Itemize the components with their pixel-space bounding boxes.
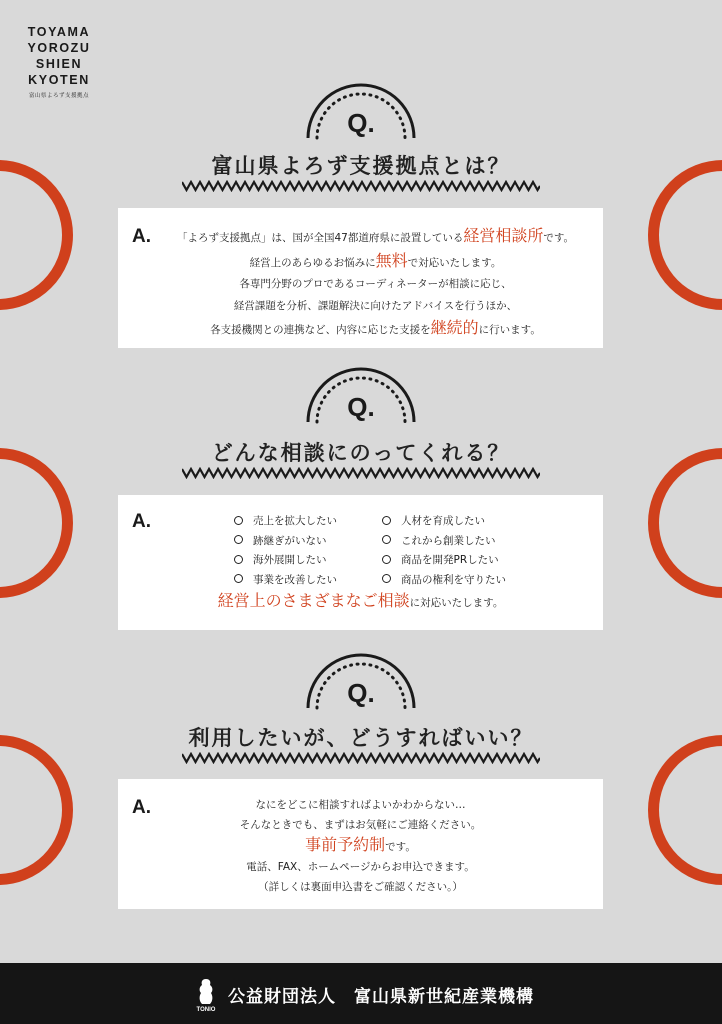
highlight-keyword: 継続的	[430, 318, 479, 337]
option-item: 海外展開したい	[234, 552, 382, 570]
circle-bullet-icon	[382, 535, 391, 544]
logo-text: TONIO	[196, 1007, 216, 1013]
q-badge-2	[302, 364, 420, 426]
brand-line-1: TOYAMA	[27, 25, 91, 39]
q-letter-2: Q.	[347, 392, 375, 422]
a-mark-3: A.	[132, 797, 151, 818]
answer-card-2	[118, 495, 603, 630]
organization-name: 公益財団法人 富山県新世紀産業機構	[228, 987, 534, 1007]
question-title-1: 富山県よろず支援拠点とは？	[211, 154, 511, 178]
circle-bullet-icon	[234, 555, 243, 564]
a-mark-1: A.	[132, 226, 151, 247]
question-title-3: 利用したいが、どうすればいい？	[188, 726, 534, 750]
zigzag-divider-2	[182, 467, 540, 479]
brand-line-2: YOROZU	[27, 41, 91, 55]
answer-text-3	[178, 795, 543, 897]
highlight-keyword: 事前予約制	[305, 835, 386, 854]
brand-line-3: SHIEN	[35, 57, 83, 71]
answer-card-1	[118, 208, 603, 348]
answer-3-line-3: 事前予約制です。	[305, 835, 416, 854]
circle-bullet-icon	[382, 574, 391, 583]
answer-3-line-1: なにをどこに相談すればよいかわからない…	[255, 799, 466, 811]
q-letter-1: Q.	[347, 108, 375, 138]
answer-1-line-3: 各専門分野のプロであるコーディネーターが相談に応じ、	[239, 278, 512, 290]
a-mark-2: A.	[132, 511, 151, 532]
option-item: 商品の権利を守りたい	[382, 572, 504, 590]
right-ring-3	[648, 735, 722, 885]
option-item: 商品を開発PRしたい	[382, 552, 504, 570]
left-ring-2	[0, 448, 73, 598]
option-item: 事業を改善したい	[234, 572, 382, 590]
answer-1-line-1: 「よろず支援拠点」は、国が全国47都道府県に設置している経営相談所です。	[176, 226, 575, 245]
answer-card-3	[118, 779, 603, 909]
answer-3-line-5: （詳しくは裏面申込書をご確認ください。）	[258, 881, 463, 893]
q-badge-1	[302, 80, 420, 142]
highlight-keyword: 無料	[375, 250, 408, 270]
brand-subtitle: 富山県よろず支援拠点	[28, 93, 89, 99]
q-letter-3: Q.	[347, 678, 375, 708]
circle-bullet-icon	[382, 555, 391, 564]
answer-text-1	[158, 225, 593, 342]
consultation-options	[234, 513, 504, 589]
option-item: 売上を拡大したい	[234, 513, 382, 531]
tonio-logo-icon	[196, 977, 216, 1013]
option-item: 人材を育成したい	[382, 513, 504, 531]
brand-line-4: KYOTEN	[28, 73, 90, 87]
circle-bullet-icon	[234, 574, 243, 583]
highlight-keyword: 経営上のさまざまなご相談	[217, 591, 410, 610]
answer-2-summary: 経営上のさまざまなご相談に対応いたします。	[217, 591, 504, 610]
brand-logo	[22, 24, 96, 99]
answer-1-line-4: 経営課題を分析、課題解決に向けたアドバイスを行うほか、	[233, 299, 518, 312]
option-item: これから創業したい	[382, 533, 504, 551]
footer-bar	[0, 963, 722, 1024]
answer-3-line-4: 電話、FAX、ホームページからお申込できます。	[246, 861, 475, 873]
highlight-keyword: 経営相談所	[463, 226, 544, 245]
answer-3-line-2: そんなときでも、まずはお気軽にご連絡ください。	[239, 819, 482, 831]
left-ring-1	[0, 160, 73, 310]
circle-bullet-icon	[382, 516, 391, 525]
q-badge-3	[302, 650, 420, 712]
right-ring-1	[648, 160, 722, 310]
right-ring-2	[648, 448, 722, 598]
circle-bullet-icon	[234, 535, 243, 544]
question-title-2: どんな相談にのってくれる？	[211, 441, 511, 465]
answer-1-line-5: 各支援機関との連携など、内容に応じた支援を継続的に行います。	[210, 318, 541, 337]
left-ring-3	[0, 735, 73, 885]
zigzag-divider-3	[182, 752, 540, 764]
option-item: 跡継ぎがいない	[234, 533, 382, 551]
zigzag-divider-1	[182, 180, 540, 192]
answer-1-line-2: 経営上のあらゆるお悩みに無料で対応いたします。	[249, 250, 502, 270]
circle-bullet-icon	[234, 516, 243, 525]
